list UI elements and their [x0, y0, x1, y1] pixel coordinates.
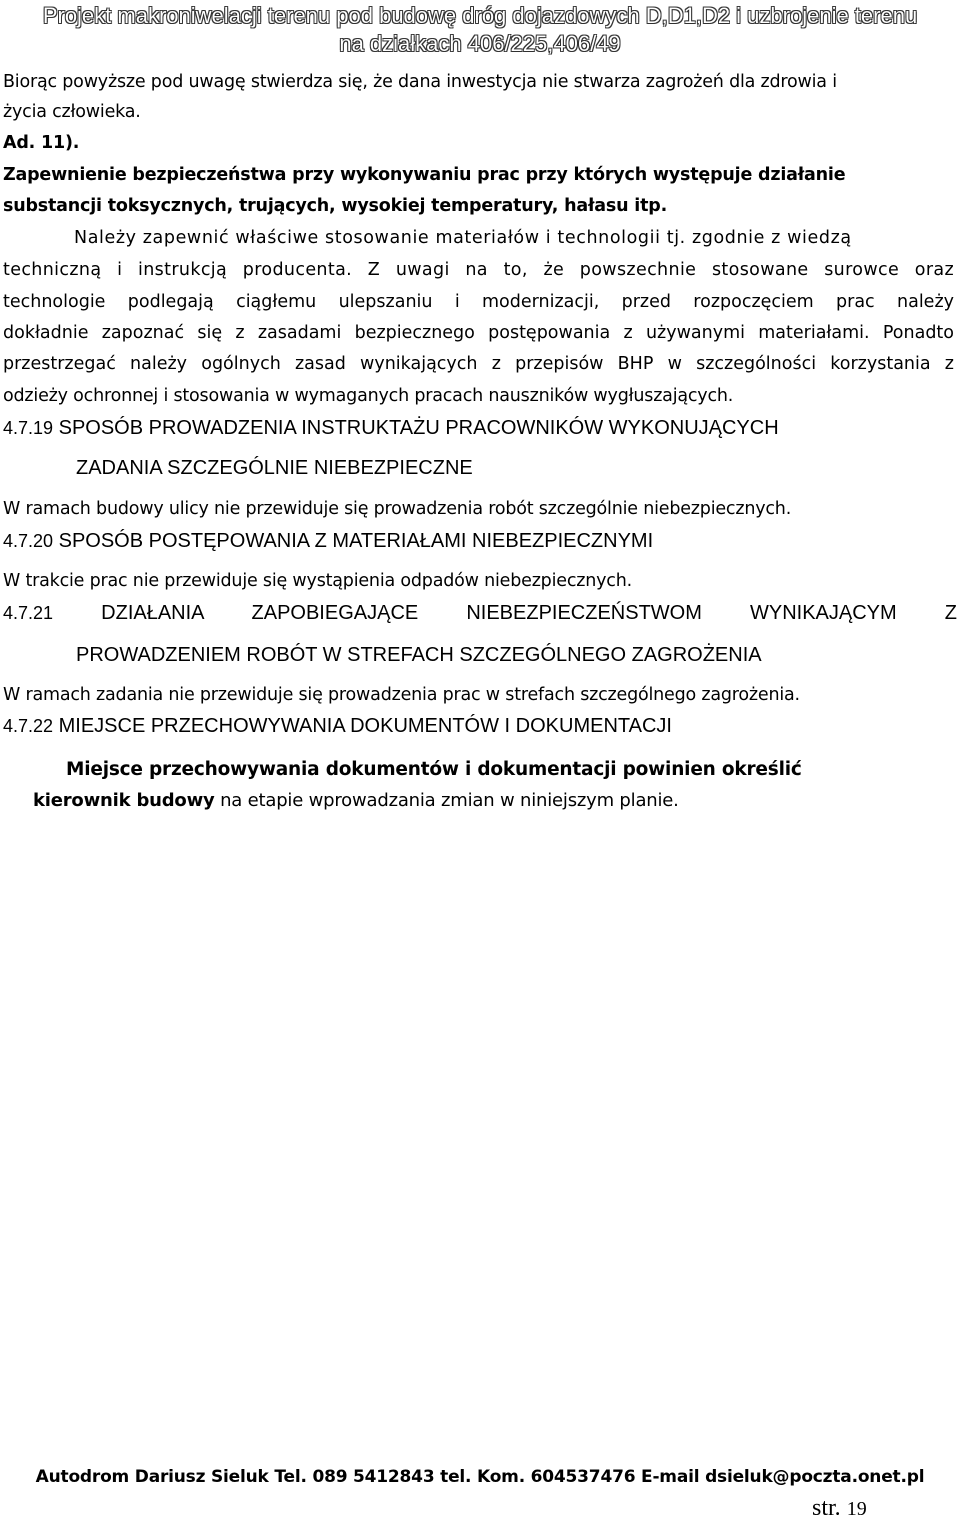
statement-rest: na etapie wprowadzania zmian w niniejszym planie. [214, 790, 679, 811]
section-text: W trakcie prac nie przewiduje się wystąpienia odpadów niebezpiecznych. [3, 571, 632, 591]
statement-line [33, 790, 679, 811]
p2-line1-text: Należy zapewnić właściwe stosowanie materiałów i technologii tj. zgodnie z wiedzą [74, 228, 852, 248]
bold-heading-line1: Zapewnienie bezpieczeństwa przy wykonywaniu prac przy których występuje działanie [3, 165, 846, 185]
paragraph-line: dokładnie zapoznać się z zasadami bezpiecznego postępowania z używanymi materiałami. Ponadto [3, 323, 954, 343]
section-heading-4-7-21 [3, 602, 957, 625]
p2-line2a: techniczną i instrukcją producenta. [3, 260, 353, 280]
ad-label: Ad. 11). [3, 133, 80, 153]
section-title: SPOSÓB POSTĘPOWANIA Z MATERIAŁAMI NIEBEZPIECZNYMI [58, 530, 654, 552]
page-number-value: 19 [846, 1498, 867, 1520]
paragraph-line: życia człowieka. [3, 102, 141, 122]
section-text: W ramach zadania nie przewiduje się prowadzenia prac w strefach szczególnego zagrożenia. [3, 685, 800, 705]
p2-line2b: Z uwagi na to, że powszechnie stosowane surowce oraz [367, 260, 954, 280]
section-heading-4-7-19 [3, 417, 779, 440]
paragraph-line [3, 260, 954, 280]
section-heading-continuation: ZADANIA SZCZEGÓLNIE NIEBEZPIECZNE [76, 457, 473, 479]
header-title-line1: Projekt makroniwelacji terenu pod budowę dróg dojazdowych D,D1,D2 i uzbrojenie terenu [42, 3, 918, 28]
section-heading-4-7-20 [3, 530, 653, 553]
section-title: MIEJSCE PRZECHOWYWANIA DOKUMENTÓW I DOKUMENTACJI [58, 715, 672, 737]
paragraph-line: przestrzegać należy ogólnych zasad wynikających z przepisów BHP w szczególności korzystania z [3, 354, 954, 374]
paragraph-line: technologie podlegają ciągłemu ulepszaniu i modernizacji, przed rozpoczęciem prac należy [3, 292, 954, 312]
section-number: 4.7.22 [3, 716, 54, 736]
paragraph-line [74, 228, 852, 248]
paragraph-line: odzieży ochronnej i stosowania w wymaganych pracach nauszników wygłuszających. [3, 386, 734, 406]
bold-role: kierownik budowy [33, 790, 215, 811]
header-title-line2: na działkach 406/225,406/49 [339, 31, 621, 56]
bold-heading-line2: substancji toksycznych, trujących, wysokiej temperatury, hałasu itp. [3, 196, 668, 216]
paragraph-line: Biorąc powyższe pod uwagę stwierdza się, że dana inwestycja nie stwarza zagrożeń dla zdrowia i [3, 72, 837, 92]
footer-contact: Autodrom Dariusz Sieluk Tel. 089 5412843 tel. Kom. 604537476 E-mail dsieluk@poczta.onet.pl [35, 1467, 925, 1487]
section-heading-4-7-22 [3, 715, 672, 738]
page-prefix: str. [812, 1495, 841, 1521]
section-number: 4.7.20 [3, 531, 54, 551]
section-number: 4.7.19 [3, 418, 54, 438]
section-title: SPOSÓB PROWADZENIA INSTRUKTAŻU PRACOWNIKÓW WYKONUJĄCYCH [58, 417, 779, 439]
section-text: W ramach budowy ulicy nie przewiduje się prowadzenia robót szczególnie niebezpiecznych. [3, 499, 792, 519]
bold-statement: Miejsce przechowywania dokumentów i dokumentacji powinien określić [66, 759, 802, 780]
section-title: DZIAŁANIA ZAPOBIEGAJĄCE NIEBEZPIECZEŃSTWOM WYNIKAJĄCYM Z [101, 602, 957, 624]
section-number: 4.7.21 [3, 603, 54, 623]
section-heading-continuation: PROWADZENIEM ROBÓT W STREFACH SZCZEGÓLNEGO ZAGROŻENIA [76, 644, 762, 666]
